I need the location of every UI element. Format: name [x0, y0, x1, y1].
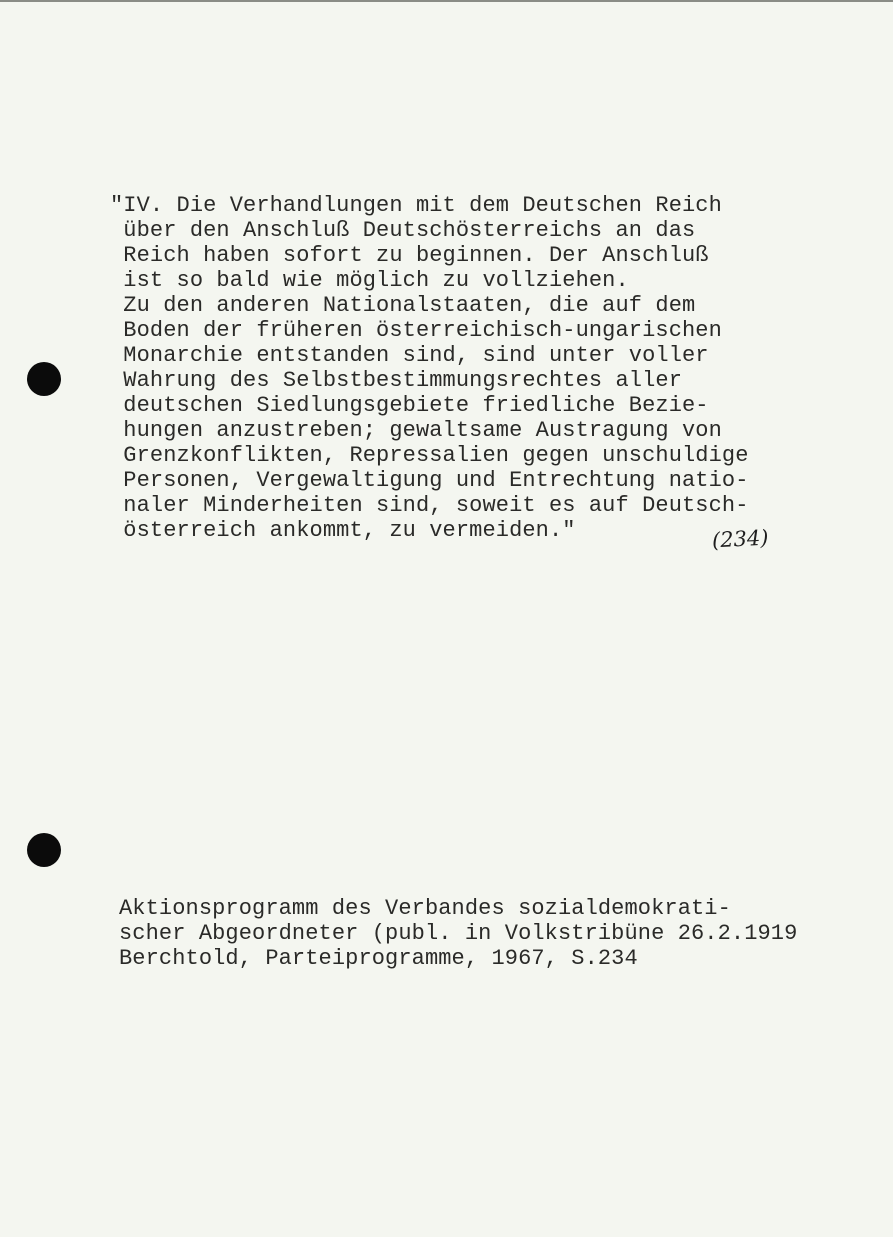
- quote-line: Boden der früheren österreichisch-ungarischen: [110, 318, 722, 343]
- source-line: Berchtold, Parteiprogramme, 1967, S.234: [119, 946, 638, 971]
- quote-line: hungen anzustreben; gewaltsame Austragung von: [110, 418, 722, 443]
- page-top-edge: [0, 0, 893, 2]
- quote-line: Personen, Vergewaltigung und Entrechtung natio-: [110, 468, 749, 493]
- quote-text: [110, 193, 749, 543]
- quote-line: "IV. Die Verhandlungen mit dem Deutschen Reich: [110, 193, 722, 218]
- quote-line: Monarchie entstanden sind, sind unter voller: [110, 343, 709, 368]
- quote-line: Reich haben sofort zu beginnen. Der Anschluß: [110, 243, 709, 268]
- source-line: scher Abgeordneter (publ. in Volkstribüne 26.2.1919: [119, 921, 798, 946]
- punch-hole-upper: [27, 362, 61, 396]
- quote-line: über den Anschluß Deutschösterreichs an das: [110, 218, 696, 243]
- quote-line: österreich ankommt, zu vermeiden.": [110, 518, 576, 543]
- source-citation: [119, 896, 797, 971]
- quote-line: deutschen Siedlungsgebiete friedliche Bezie-: [110, 393, 709, 418]
- quote-line: ist so bald wie möglich zu vollziehen.: [110, 268, 629, 293]
- source-line: Aktionsprogramm des Verbandes sozialdemokrati-: [119, 896, 731, 921]
- quote-line: Zu den anderen Nationalstaaten, die auf dem: [110, 293, 696, 318]
- punch-hole-lower: [27, 833, 61, 867]
- quote-line: naler Minderheiten sind, soweit es auf Deutsch-: [110, 493, 749, 518]
- handwritten-page-note: (234): [711, 525, 770, 553]
- quote-line: Grenzkonflikten, Repressalien gegen unschuldige: [110, 443, 749, 468]
- quote-line: Wahrung des Selbstbestimmungsrechtes aller: [110, 368, 682, 393]
